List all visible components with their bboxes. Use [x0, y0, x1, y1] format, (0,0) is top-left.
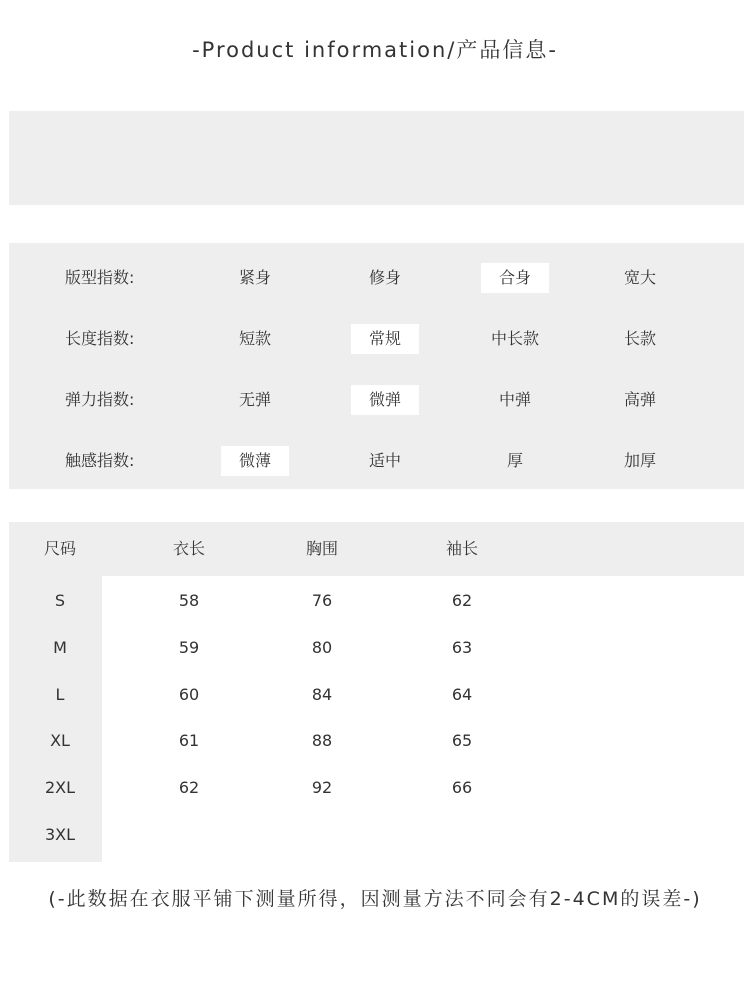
option-standard: 常规 — [351, 324, 419, 354]
size-cell: S — [54, 591, 66, 610]
header-size: 尺码 — [43, 539, 76, 558]
option-short: 短款 — [238, 329, 271, 348]
chest-cell: 92 — [311, 778, 333, 797]
table-row — [9, 765, 744, 811]
sleeve-cell: 62 — [451, 591, 473, 610]
spec-row-elasticity — [9, 385, 744, 415]
length-cell: 61 — [178, 731, 200, 750]
size-table-header — [9, 522, 744, 576]
length-cell: 59 — [178, 638, 200, 657]
table-row — [9, 625, 744, 671]
sleeve-cell: 66 — [451, 778, 473, 797]
spec-label: 长度指数: — [65, 329, 135, 348]
length-cell: 62 — [178, 778, 200, 797]
spec-row-fit — [9, 263, 744, 293]
option-loose: 宽大 — [623, 268, 656, 287]
option-slim: 修身 — [368, 268, 401, 287]
header-chest: 胸围 — [305, 539, 338, 558]
size-cell: M — [53, 638, 67, 657]
option-long: 长款 — [623, 329, 656, 348]
sleeve-cell: 63 — [451, 638, 473, 657]
chest-cell: 80 — [311, 638, 333, 657]
chest-cell: 88 — [311, 731, 333, 750]
option-extra-thick: 加厚 — [623, 451, 656, 470]
option-thin: 微薄 — [221, 446, 289, 476]
table-row — [9, 812, 744, 858]
length-cell: 58 — [178, 591, 200, 610]
option-mid-long: 中长款 — [490, 329, 539, 348]
table-row — [9, 578, 744, 624]
option-thick: 厚 — [506, 451, 523, 470]
size-cell: XL — [50, 731, 70, 750]
option-high-stretch: 高弹 — [623, 390, 656, 409]
option-tight: 紧身 — [238, 268, 271, 287]
header-length: 衣长 — [172, 539, 205, 558]
option-no-stretch: 无弹 — [238, 390, 271, 409]
blank-banner — [9, 111, 744, 205]
option-medium-stretch: 中弹 — [498, 390, 531, 409]
option-regular-fit: 合身 — [481, 263, 549, 293]
spec-label: 弹力指数: — [65, 390, 135, 409]
measurement-note: (-此数据在衣服平铺下测量所得，因测量方法不同会有2-4CM的误差-) — [48, 888, 702, 910]
spec-label: 版型指数: — [65, 268, 135, 287]
spec-row-length — [9, 324, 744, 354]
spec-row-thickness — [9, 446, 744, 476]
table-row — [9, 672, 744, 718]
table-row — [9, 718, 744, 764]
size-cell: 3XL — [44, 825, 76, 844]
size-cell: L — [55, 685, 65, 704]
option-moderate: 适中 — [368, 451, 401, 470]
page-title: -Product information/产品信息- — [192, 38, 558, 62]
option-slight-stretch: 微弹 — [351, 385, 419, 415]
length-cell: 60 — [178, 685, 200, 704]
chest-cell: 76 — [311, 591, 333, 610]
chest-cell: 84 — [311, 685, 333, 704]
spec-label: 触感指数: — [65, 451, 135, 470]
sleeve-cell: 64 — [451, 685, 473, 704]
size-cell: 2XL — [44, 778, 76, 797]
header-sleeve: 袖长 — [445, 539, 478, 558]
sleeve-cell: 65 — [451, 731, 473, 750]
